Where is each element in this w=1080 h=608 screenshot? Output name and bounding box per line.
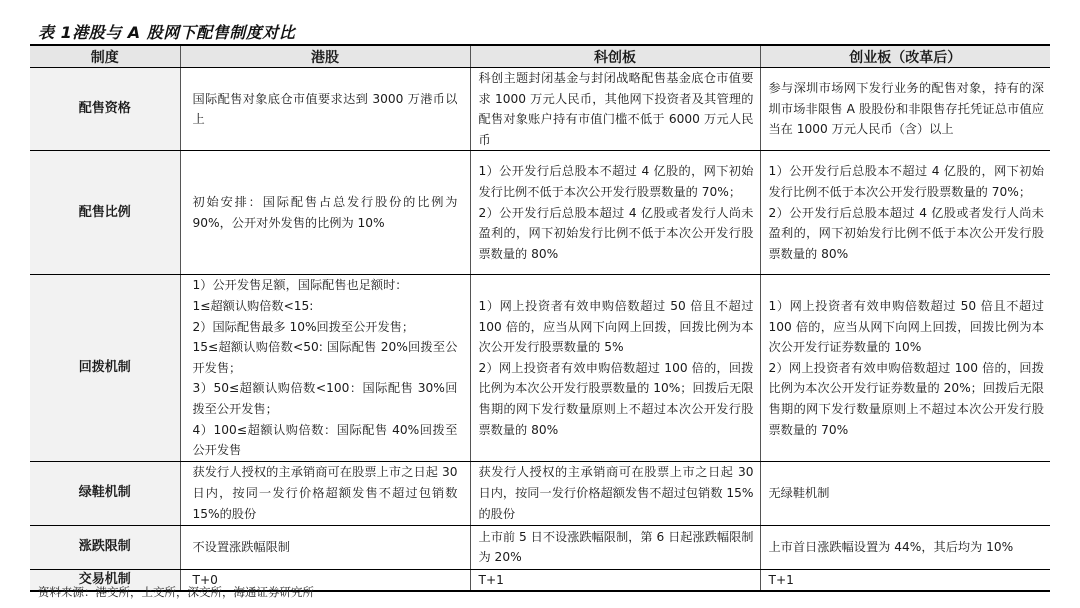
table-row-price-limit bbox=[30, 525, 1050, 569]
table-title: 表 1港股与 A 股网下配售制度对比 bbox=[38, 23, 296, 42]
cell-chinext: 1）网上投资者有效申购倍数超过 50 倍且不超过 100 倍的，应当从网下向网上回拨，回拨比例为本次公开发行证券数量的 10% 2）网上投资者有效申购倍数超过 100 倍的，回拨比例为本次公开发行证券数量的 20%；回拨后无限售期的网下发行数量原则上不超过本次公开发行股票数量的 70% bbox=[760, 275, 1050, 461]
cell-star: 1）公开发行后总股本不超过 4 亿股的，网下初始发行比例不低于本次公开发行股票数量的 70%； 2）公开发行后总股本超过 4 亿股或者发行人尚未盈利的，网下初始发行比例不低于本次公开发行股票数量的 80% bbox=[470, 151, 760, 275]
table-row-placement-eligibility bbox=[30, 68, 1050, 151]
row-label: 配售资格 bbox=[30, 68, 180, 151]
row-label: 涨跌限制 bbox=[30, 525, 180, 569]
comparison-table-container bbox=[30, 44, 1050, 592]
row-label: 配售比例 bbox=[30, 151, 180, 275]
cell-hk: 国际配售对象底仓市值要求达到 3000 万港币以上 bbox=[180, 68, 470, 151]
cell-hk: 1）公开发售足额，国际配售也足额时： 1≤超额认购倍数<15: 2）国际配售最多 10%回拨至公开发售； 15≤超额认购倍数<50: 国际配售 20%回拨至公开发售； 3）50≤超额认购倍数<100：国际配售 30%回拨至公开发售； 4）100≤超额认购倍数：国际配售 40%回拨至公开发售 bbox=[180, 275, 470, 461]
row-label: 交易机制 bbox=[30, 569, 180, 591]
row-label: 回拨机制 bbox=[30, 275, 180, 461]
cell-star: 科创主题封闭基金与封闭战略配售基金底仓市值要求 1000 万元人民币，其他网下投资者及其管理的配售对象账户持有市值门槛不低于 6000 万元人民币 bbox=[470, 68, 760, 151]
cell-star: T+1 bbox=[470, 569, 760, 591]
table-row-greenshoe bbox=[30, 461, 1050, 525]
cell-hk: 不设置涨跌幅限制 bbox=[180, 525, 470, 569]
header-system: 制度 bbox=[30, 45, 180, 68]
cell-chinext: T+1 bbox=[760, 569, 1050, 591]
header-chinext: 创业板（改革后） bbox=[760, 45, 1050, 68]
cell-hk: 获发行人授权的主承销商可在股票上市之日起 30 日内，按同一发行价格超额发售不超过包销数 15%的股份 bbox=[180, 461, 470, 525]
cell-chinext: 上市首日涨跌幅设置为 44%，其后均为 10% bbox=[760, 525, 1050, 569]
cell-hk: T+0 bbox=[180, 569, 470, 591]
cell-star: 1）网上投资者有效申购倍数超过 50 倍且不超过 100 倍的，应当从网下向网上回拨，回拨比例为本次公开发行股票数量的 5% 2）网上投资者有效申购倍数超过 100 倍的，回拨比例为本次公开发行股票数量的 10%；回拨后无限售期的网下发行数量原则上不超过本次公开发行股票数量的 80% bbox=[470, 275, 760, 461]
table-row-placement-ratio bbox=[30, 151, 1050, 275]
cell-chinext: 1）公开发行后总股本不超过 4 亿股的，网下初始发行比例不低于本次公开发行股票数量的 70%； 2）公开发行后总股本超过 4 亿股或者发行人尚未盈利的，网下初始发行比例不低于本次公开发行股票数量的 80% bbox=[760, 151, 1050, 275]
table-row-clawback bbox=[30, 275, 1050, 461]
header-star: 科创板 bbox=[470, 45, 760, 68]
source-note: 资料来源：港交所，上交所，深交所，海通证券研究所 bbox=[38, 585, 314, 599]
table-header-row bbox=[30, 45, 1050, 68]
cell-chinext: 无绿鞋机制 bbox=[760, 461, 1050, 525]
comparison-table bbox=[30, 44, 1050, 592]
cell-hk: 初始安排：国际配售占总发行股份的比例为 90%，公开对外发售的比例为 10% bbox=[180, 151, 470, 275]
cell-chinext: 参与深圳市场网下发行业务的配售对象，持有的深圳市场非限售 A 股股份和非限售存托凭证总市值应当在 1000 万元人民币（含）以上 bbox=[760, 68, 1050, 151]
header-hk: 港股 bbox=[180, 45, 470, 68]
row-label: 绿鞋机制 bbox=[30, 461, 180, 525]
cell-star: 上市前 5 日不设涨跌幅限制，第 6 日起涨跌幅限制为 20% bbox=[470, 525, 760, 569]
cell-star: 获发行人授权的主承销商可在股票上市之日起 30 日内，按同一发行价格超额发售不超过包销数 15%的股份 bbox=[470, 461, 760, 525]
